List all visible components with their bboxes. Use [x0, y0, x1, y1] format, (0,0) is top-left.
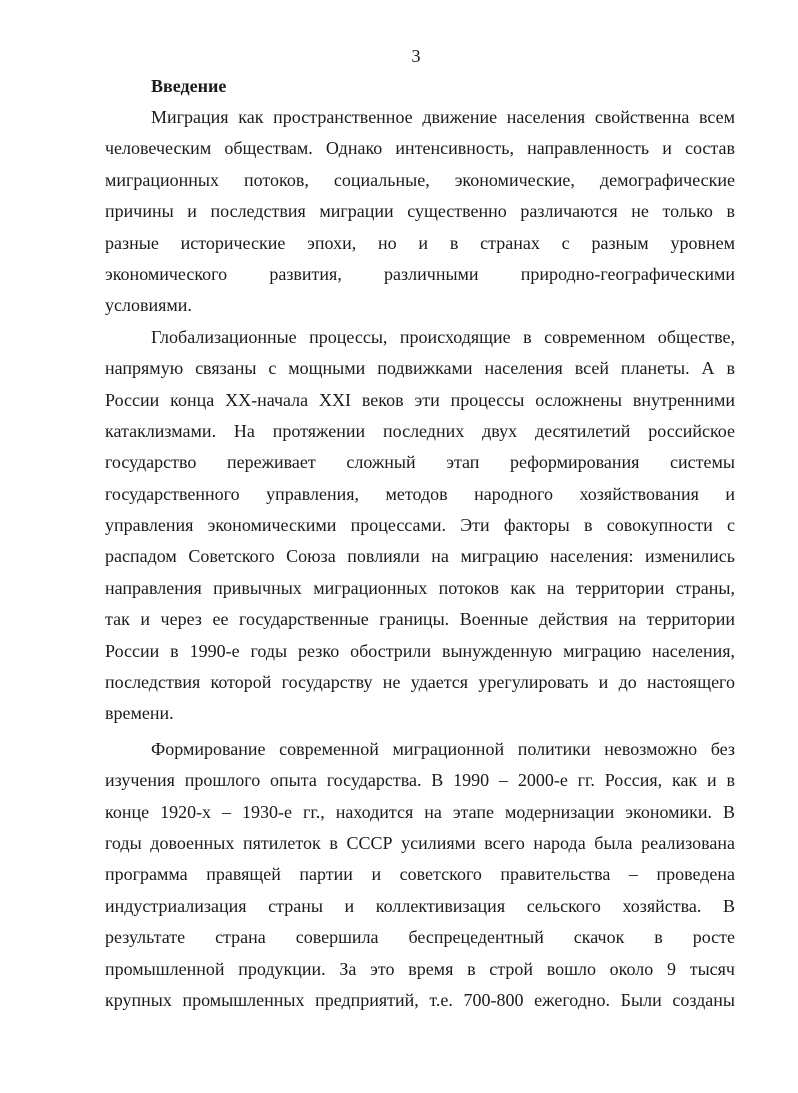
text-line: разные исторические эпохи, но и в странах с разным уровнем	[105, 232, 735, 253]
text-line: Формирование современной миграционной политики невозможно без	[151, 738, 735, 759]
paragraph	[105, 322, 735, 730]
paragraph	[105, 734, 735, 1017]
text-line: России конца XX-начала XXI веков эти процессы осложнены внутренними	[105, 389, 735, 410]
text-line: так и через ее государственные границы. Военные действия на территории	[105, 609, 735, 630]
text-line: управления экономическими процессами. Эти факторы в совокупности с	[105, 515, 735, 536]
text-line: результате страна совершила беспрецедентный скачок в росте	[105, 927, 735, 948]
text-line: последствия которой государству не удается урегулировать и до настоящего	[105, 672, 735, 693]
text-line: времени.	[105, 703, 174, 724]
text-line: государственного управления, методов народного хозяйствования и	[105, 483, 735, 504]
page-number: 3	[411, 46, 421, 66]
text-line: индустриализация страны и коллективизация сельского хозяйства. В	[105, 895, 735, 916]
text-line: распадом Советского Союза повлияли на миграцию населения: изменились	[105, 546, 735, 567]
document-body	[105, 102, 735, 1016]
text-line: крупных промышленных предприятий, т.е. 700-800 ежегодно. Были созданы	[105, 989, 735, 1010]
section-heading: Введение	[151, 76, 227, 96]
text-line: России в 1990-е годы резко обострили вынужденную миграцию населения,	[105, 640, 735, 661]
text-line: Глобализационные процессы, происходящие в современном обществе,	[151, 326, 735, 347]
text-line: конце 1920-х – 1930-е гг., находится на этапе модернизации экономики. В	[105, 801, 735, 822]
text-line: напрямую связаны с мощными подвижками населения всей планеты. А в	[105, 358, 735, 379]
paragraph	[105, 102, 735, 322]
text-line: изучения прошлого опыта государства. В 1990 – 2000-е гг. Россия, как и в	[105, 770, 735, 791]
text-line: государство переживает сложный этап реформирования системы	[105, 452, 735, 473]
text-line: условиями.	[105, 295, 192, 316]
text-line: Миграция как пространственное движение населения свойственна всем	[151, 107, 735, 127]
text-line: промышленной продукции. За это время в строй вошло около 9 тысяч	[105, 958, 735, 979]
text-line: направления привычных миграционных потоков как на территории страны,	[105, 577, 735, 598]
text-line: программа правящей партии и советского правительства – проведена	[105, 864, 735, 885]
text-line: причины и последствия миграции существенно различаются не только в	[105, 201, 735, 222]
text-line: катаклизмами. На протяжении последних двух десятилетий российское	[105, 420, 735, 441]
text-line: экономического развития, различными природно-географическими	[105, 263, 735, 284]
text-line: человеческим обществам. Однако интенсивность, направленность и состав	[105, 138, 735, 159]
text-line: миграционных потоков, социальные, экономические, демографические	[105, 169, 735, 190]
text-line: годы довоенных пятилеток в СССР усилиями всего народа была реализована	[105, 832, 735, 853]
